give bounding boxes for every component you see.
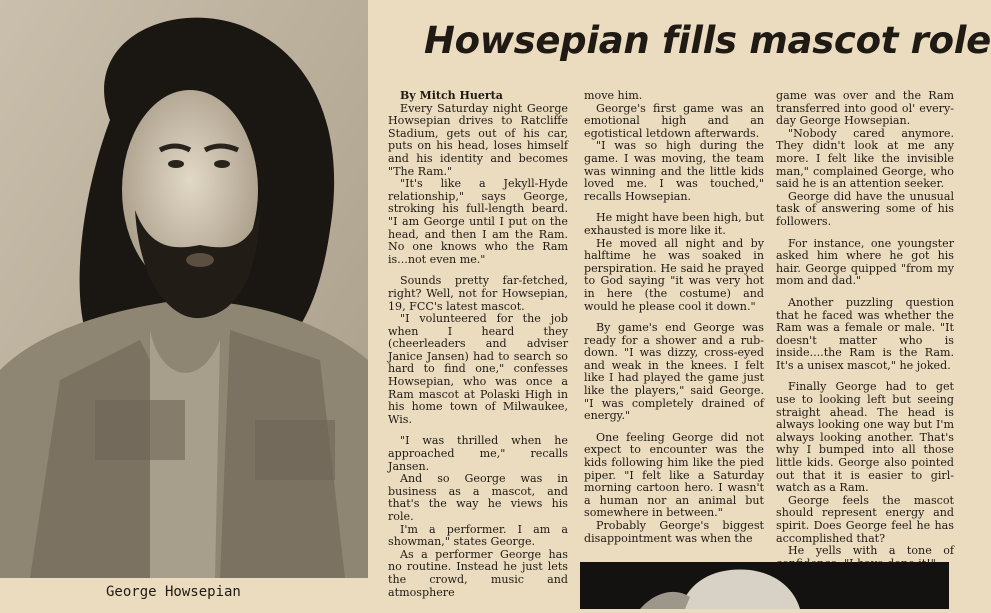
column-2-body (584, 90, 764, 545)
article-paragraph: "Nobody cared anymore. They didn't look at me any more. I felt like the invisible man," complained George, who said he is an attention seeker. (776, 126, 954, 191)
bottom-photo (580, 562, 949, 609)
article-paragraph: One feeling George did not expect to encounter was the kids following him like the pied piper. "I felt like a Saturday morning cartoon hero. I wasn't a human nor an animal but somewhere in between." (584, 430, 764, 520)
article-column-1 (388, 90, 568, 600)
photo-caption: George Howsepian (106, 584, 241, 600)
article-paragraph: He might have been high, but exhausted is more like it. (584, 211, 764, 237)
article-paragraph: As a performer George has no routine. Instead he just lets the crowd, music and atmosphere (388, 547, 568, 599)
article-paragraph: He yells with a tone of (788, 544, 954, 558)
portrait-illustration (0, 0, 368, 578)
article-paragraph: "It's like a Jekyll-Hyde relationship," says George, stroking his full-length beard. "I am George until I put on the head, and then I am the Ram. No one knows who the Ram is...not even me." (388, 177, 568, 266)
article-paragraph: George feels the mascot should represent energy and spirit. Does George feel he has accomplished that? (776, 493, 954, 545)
article-paragraph: Sounds pretty far-fetched, right? Well, not for Howsepian, 19, FCC's latest mascot. (388, 274, 568, 313)
article-paragraph: George's first game was an emotional high and an egotistical letdown afterwards. (584, 101, 764, 140)
article-paragraph: Every Saturday night George Howsepian drives to Ratcliffe Stadium, gets out of his car, puts on his head, loses himself and his identity and becomes "The Ram." (388, 101, 568, 178)
article-paragraph: game was over and the Ram transferred into good ol' every-day George Howsepian. (776, 89, 954, 128)
byline: By Mitch Huerta (400, 89, 503, 102)
headline: Howsepian fills mascot role (424, 19, 991, 62)
article-paragraph: George did have the unusual task of answering some of his followers. (776, 189, 954, 228)
article-paragraph: For instance, one youngster asked him where he got his hair. George quipped "from my mom and dad." (776, 236, 954, 288)
portrait-photo (0, 0, 368, 578)
article-paragraph: And so George was in business as a mascot, and that's the way he views his role. (388, 472, 568, 523)
article-paragraph: He moved all night and by halftime he was soaked in perspiration. He said he prayed to God saying "it was very hot in here (the costume) and would he please cool it down." (584, 236, 764, 313)
article-paragraph: "I was thrilled when he approached me," recalls Jansen. (388, 434, 568, 473)
article-paragraph: Another puzzling question that he faced was whether the Ram was a female or male. "It doesn't matter who is inside....the Ram is the Ram. It's a unisex mascot," he joked. (776, 295, 954, 372)
column-1-body (388, 103, 568, 600)
article-paragraph: Probably George's biggest disappointment was when the (584, 519, 764, 545)
article-column-3 (776, 90, 954, 560)
article-paragraph: By game's end George was ready for a shower and a rub-down. "I was dizzy, cross-eyed and weak in the knees. I felt like I had played the game just like the players," said George. "I was completely drained of energy." (584, 321, 764, 423)
article-paragraph: I'm a performer. I am a showman," states George. (388, 522, 568, 549)
column-3-body (776, 90, 954, 570)
article-paragraph: Finally George had to get use to looking left but seeing straight ahead. The head is always looking one way but I'm always looking another. That's why I bumped into all those little kids. George also pointed out that it is easier to girl-watch as a Ram. (776, 380, 954, 495)
article-paragraph: "I was so high during the game. I was moving, the team was winning and the little kids loved me. I was touched," recalls Howsepian. (584, 139, 764, 203)
article-paragraph: "I volunteered for the job when I heard they (cheerleaders and adviser Janice Jansen) had to search so hard to find one," confesses Howsepian, who was once a Ram mascot at Polaski High in his home town of Milwaukee, Wis. (388, 312, 568, 426)
bottom-photo-illustration (580, 562, 949, 609)
article-column-2 (584, 90, 764, 560)
article-paragraph: move him. (584, 89, 643, 102)
